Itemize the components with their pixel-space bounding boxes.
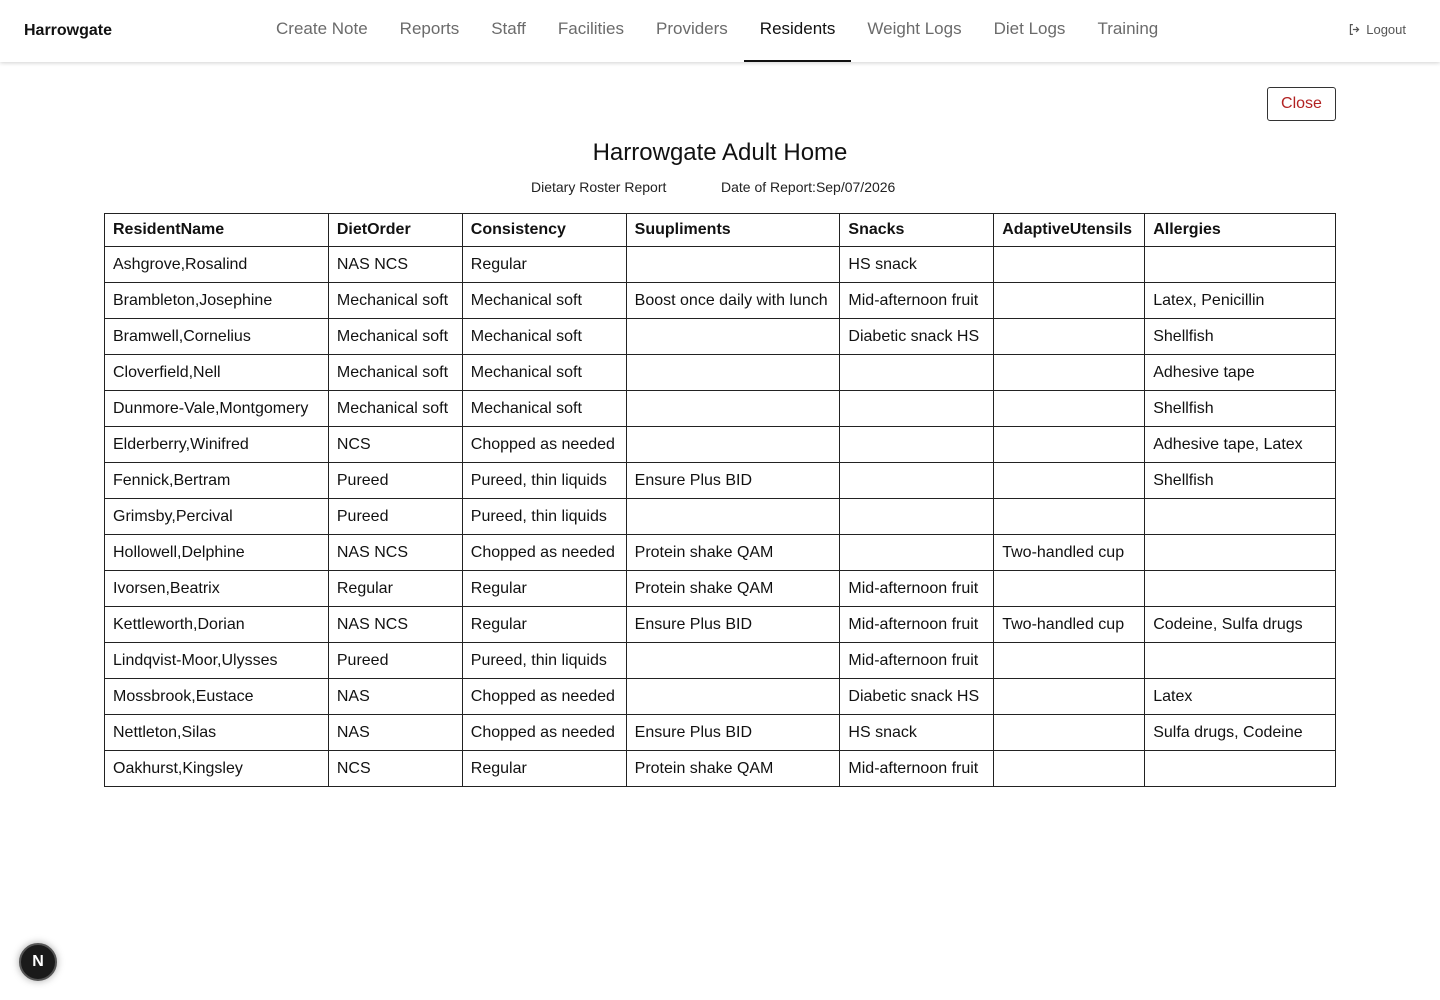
table-cell: NCS xyxy=(328,427,462,463)
table-cell xyxy=(840,355,994,391)
table-row xyxy=(105,427,1336,463)
table-cell: Bramwell,Cornelius xyxy=(105,319,329,355)
table-cell: Mid-afternoon fruit xyxy=(840,643,994,679)
table-row xyxy=(105,751,1336,787)
table-cell xyxy=(994,247,1145,283)
report-date-label: Date of Report: xyxy=(721,179,816,195)
table-cell: Mid-afternoon fruit xyxy=(840,283,994,319)
table-cell: Diabetic snack HS xyxy=(840,319,994,355)
table-cell: Diabetic snack HS xyxy=(840,679,994,715)
table-cell: Protein shake QAM xyxy=(626,571,840,607)
table-cell: Ensure Plus BID xyxy=(626,715,840,751)
nav-item-reports[interactable] xyxy=(384,0,476,62)
nav-item-facilities[interactable] xyxy=(542,0,640,62)
table-cell: Boost once daily with lunch xyxy=(626,283,840,319)
table-cell xyxy=(1145,499,1336,535)
table-cell: Dunmore-Vale,Montgomery xyxy=(105,391,329,427)
column-header: Snacks xyxy=(840,214,994,247)
table-cell: Hollowell,Delphine xyxy=(105,535,329,571)
table-cell: Shellfish xyxy=(1145,391,1336,427)
table-row xyxy=(105,499,1336,535)
table-cell: Pureed, thin liquids xyxy=(462,463,626,499)
table-cell: NAS NCS xyxy=(328,607,462,643)
table-row xyxy=(105,247,1336,283)
table-cell xyxy=(994,463,1145,499)
table-cell: Pureed xyxy=(328,463,462,499)
table-cell: Mechanical soft xyxy=(462,391,626,427)
table-cell xyxy=(994,715,1145,751)
nav-item-label: Diet Logs xyxy=(993,19,1066,38)
table-cell: Ensure Plus BID xyxy=(626,607,840,643)
table-cell: Sulfa drugs, Codeine xyxy=(1145,715,1336,751)
table-cell: Oakhurst,Kingsley xyxy=(105,751,329,787)
table-cell: Regular xyxy=(462,751,626,787)
report-subtitle: Dietary Roster Report xyxy=(531,179,667,195)
table-row xyxy=(105,715,1336,751)
table-cell xyxy=(1145,751,1336,787)
table-cell: Pureed, thin liquids xyxy=(462,499,626,535)
table-cell: Mechanical soft xyxy=(462,355,626,391)
table-row xyxy=(105,463,1336,499)
table-cell: Pureed, thin liquids xyxy=(462,643,626,679)
logout-icon xyxy=(1348,23,1361,36)
table-cell: Mossbrook,Eustace xyxy=(105,679,329,715)
nav-item-label: Residents xyxy=(759,19,836,38)
table-cell: Ashgrove,Rosalind xyxy=(105,247,329,283)
table-cell xyxy=(626,643,840,679)
table-cell: Shellfish xyxy=(1145,463,1336,499)
table-cell: Mechanical soft xyxy=(328,391,462,427)
table-cell xyxy=(1145,571,1336,607)
table-cell xyxy=(840,535,994,571)
table-cell: Lindqvist-Moor,Ulysses xyxy=(105,643,329,679)
table-row xyxy=(105,571,1336,607)
table-cell xyxy=(994,571,1145,607)
report-date xyxy=(721,179,895,195)
table-row xyxy=(105,535,1336,571)
brand-logo[interactable]: Harrowgate xyxy=(24,22,113,39)
table-cell: Regular xyxy=(462,607,626,643)
nav-item-staff[interactable] xyxy=(475,0,542,62)
column-header: Consistency xyxy=(462,214,626,247)
table-cell: HS snack xyxy=(840,715,994,751)
nav-item-weight-logs[interactable] xyxy=(851,0,977,62)
nav-item-label: Staff xyxy=(491,19,526,38)
nav-item-label: Create Note xyxy=(276,19,368,38)
table-cell: Chopped as needed xyxy=(462,715,626,751)
table-cell: Mid-afternoon fruit xyxy=(840,751,994,787)
table-cell: Ensure Plus BID xyxy=(626,463,840,499)
table-cell: Mechanical soft xyxy=(328,319,462,355)
table-cell xyxy=(626,391,840,427)
table-cell: Elderberry,Winifred xyxy=(105,427,329,463)
table-cell xyxy=(840,427,994,463)
nav-item-label: Providers xyxy=(655,19,728,38)
table-cell xyxy=(994,319,1145,355)
table-cell: NCS xyxy=(328,751,462,787)
table-cell: Brambleton,Josephine xyxy=(105,283,329,319)
table-row xyxy=(105,355,1336,391)
table-cell xyxy=(1145,247,1336,283)
close-button[interactable]: Close xyxy=(1267,87,1336,121)
table-cell: Latex, Penicillin xyxy=(1145,283,1336,319)
table-cell xyxy=(1145,643,1336,679)
table-row xyxy=(105,391,1336,427)
table-cell: Codeine, Sulfa drugs xyxy=(1145,607,1336,643)
nav-item-label: Training xyxy=(1097,19,1159,38)
table-cell xyxy=(840,499,994,535)
table-header-row xyxy=(105,214,1336,247)
table-cell: Protein shake QAM xyxy=(626,535,840,571)
top-nav-bar xyxy=(0,0,1440,62)
next-dev-badge[interactable] xyxy=(19,943,57,981)
table-cell: Pureed xyxy=(328,643,462,679)
nav-item-label: Facilities xyxy=(557,19,624,38)
table-cell: Mechanical soft xyxy=(462,283,626,319)
table-cell: Fennick,Bertram xyxy=(105,463,329,499)
table-cell: Ivorsen,Beatrix xyxy=(105,571,329,607)
table-cell: Chopped as needed xyxy=(462,535,626,571)
table-cell xyxy=(626,247,840,283)
report-date-value: Sep/07/2026 xyxy=(815,179,896,195)
table-cell xyxy=(994,643,1145,679)
table-cell: Regular xyxy=(462,571,626,607)
table-cell xyxy=(1145,535,1336,571)
table-cell: NAS xyxy=(328,679,462,715)
dietary-roster-table xyxy=(104,213,1336,787)
nav-item-diet-logs[interactable] xyxy=(978,0,1082,62)
table-cell: Shellfish xyxy=(1145,319,1336,355)
table-cell: Cloverfield,Nell xyxy=(105,355,329,391)
table-cell: Adhesive tape xyxy=(1145,355,1336,391)
table-row xyxy=(105,283,1336,319)
table-cell: NAS xyxy=(328,715,462,751)
table-cell xyxy=(994,355,1145,391)
table-cell: HS snack xyxy=(840,247,994,283)
table-row xyxy=(105,319,1336,355)
logout-button[interactable] xyxy=(1348,22,1406,37)
table-cell xyxy=(840,391,994,427)
table-cell xyxy=(994,679,1145,715)
table-cell xyxy=(994,427,1145,463)
table-cell: Latex xyxy=(1145,679,1336,715)
table-cell: Mechanical soft xyxy=(462,319,626,355)
nav-item-create-note[interactable] xyxy=(260,0,384,62)
table-cell: Mechanical soft xyxy=(328,355,462,391)
column-header: ResidentName xyxy=(105,214,329,247)
report-title: Harrowgate Adult Home xyxy=(592,139,848,166)
table-row xyxy=(105,607,1336,643)
table-cell xyxy=(626,319,840,355)
table-cell: Nettleton,Silas xyxy=(105,715,329,751)
table-cell: Chopped as needed xyxy=(462,427,626,463)
column-header: DietOrder xyxy=(328,214,462,247)
table-cell: Kettleworth,Dorian xyxy=(105,607,329,643)
table-cell: Two-handled cup xyxy=(994,607,1145,643)
table-cell xyxy=(994,391,1145,427)
main-nav xyxy=(260,0,1174,62)
nav-item-providers[interactable] xyxy=(640,0,744,62)
table-cell: NAS NCS xyxy=(328,247,462,283)
table-cell: Mechanical soft xyxy=(328,283,462,319)
table-cell: Adhesive tape, Latex xyxy=(1145,427,1336,463)
table-cell: Pureed xyxy=(328,499,462,535)
table-cell: Mid-afternoon fruit xyxy=(840,607,994,643)
nav-item-training[interactable] xyxy=(1081,0,1174,62)
column-header: Allergies xyxy=(1145,214,1336,247)
table-cell: Chopped as needed xyxy=(462,679,626,715)
table-cell: Two-handled cup xyxy=(994,535,1145,571)
table-cell: Regular xyxy=(462,247,626,283)
nav-item-label: Weight Logs xyxy=(867,19,962,38)
table-cell xyxy=(840,463,994,499)
table-cell xyxy=(994,283,1145,319)
table-cell xyxy=(626,679,840,715)
table-cell: Mid-afternoon fruit xyxy=(840,571,994,607)
table-cell: Grimsby,Percival xyxy=(105,499,329,535)
table-cell xyxy=(626,355,840,391)
table-row xyxy=(105,679,1336,715)
table-cell xyxy=(626,499,840,535)
nav-item-residents[interactable] xyxy=(744,0,852,62)
table-cell: Regular xyxy=(328,571,462,607)
column-header: Suupliments xyxy=(626,214,840,247)
logout-label: Logout xyxy=(1366,22,1406,37)
table-cell xyxy=(994,499,1145,535)
column-header: AdaptiveUtensils xyxy=(994,214,1145,247)
table-cell: NAS NCS xyxy=(328,535,462,571)
table-cell xyxy=(626,427,840,463)
table-cell: Protein shake QAM xyxy=(626,751,840,787)
table-cell xyxy=(994,751,1145,787)
fab-label: N xyxy=(32,953,44,970)
table-row xyxy=(105,643,1336,679)
nav-item-label: Reports xyxy=(399,19,460,38)
